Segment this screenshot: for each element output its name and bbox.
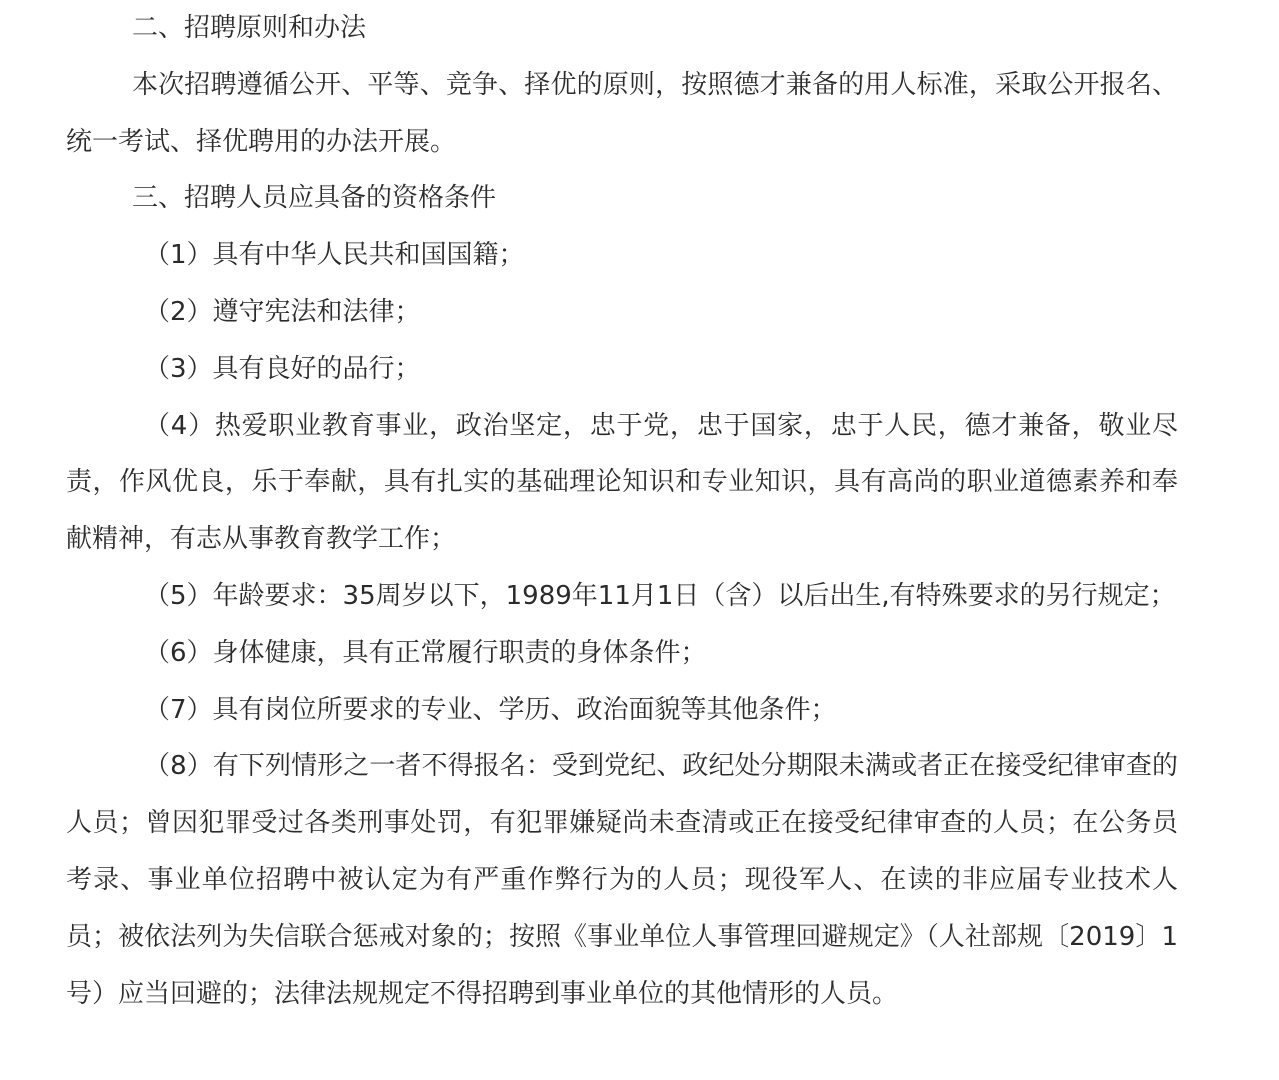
qualification-item-5: （5）年龄要求：35周岁以下，1989年11月1日（含）以后出生,有特殊要求的另行规定； bbox=[144, 580, 1176, 611]
qualification-item-6: （6）身体健康，具有正常履行职责的身体条件； bbox=[144, 637, 707, 668]
section-heading-qualifications: 三、招聘人员应具备的资格条件 bbox=[132, 183, 497, 214]
paragraph-recruitment-principles: 本次招聘遵循公开、平等、竞争、择优的原则，按照德才兼备的用人标准，采取公开报名、统一考试、择优聘用的办法开展。 bbox=[66, 69, 1178, 157]
qualification-item-1: （1）具有中华人民共和国国籍； bbox=[144, 240, 525, 271]
qualification-item-3: （3）具有良好的品行； bbox=[144, 353, 421, 384]
document-body bbox=[66, 0, 1178, 1022]
qualification-item-8: （8）有下列情形之一者不得报名：受到党纪、政纪处分期限未满或者正在接受纪律审查的人员；曾因犯罪受过各类刑事处罚，有犯罪嫌疑尚未查清或正在接受纪律审查的人员；在公务员考录、事业单位招聘中被认定为有严重作弊行为的人员；现役军人、在读的非应届专业技术人员；被依法列为失信联合惩戒对象的；按照《事业单位人事管理回避规定》（人社部规〔2019〕1号）应当回避的；法律法规规定不得招聘到事业单位的其他情形的人员。 bbox=[66, 751, 1178, 1009]
qualification-item-2: （2）遵守宪法和法律； bbox=[144, 296, 421, 327]
section-heading-recruitment-principles: 二、招聘原则和办法 bbox=[132, 13, 367, 43]
qualification-item-7: （7）具有岗位所要求的专业、学历、政治面貌等其他条件； bbox=[144, 694, 837, 725]
qualification-item-4: （4）热爱职业教育事业，政治坚定，忠于党，忠于国家，忠于人民，德才兼备，敬业尽责，作风优良，乐于奉献，具有扎实的基础理论知识和专业知识，具有高尚的职业道德素养和奉献精神，有志从事教育教学工作； bbox=[66, 410, 1178, 555]
